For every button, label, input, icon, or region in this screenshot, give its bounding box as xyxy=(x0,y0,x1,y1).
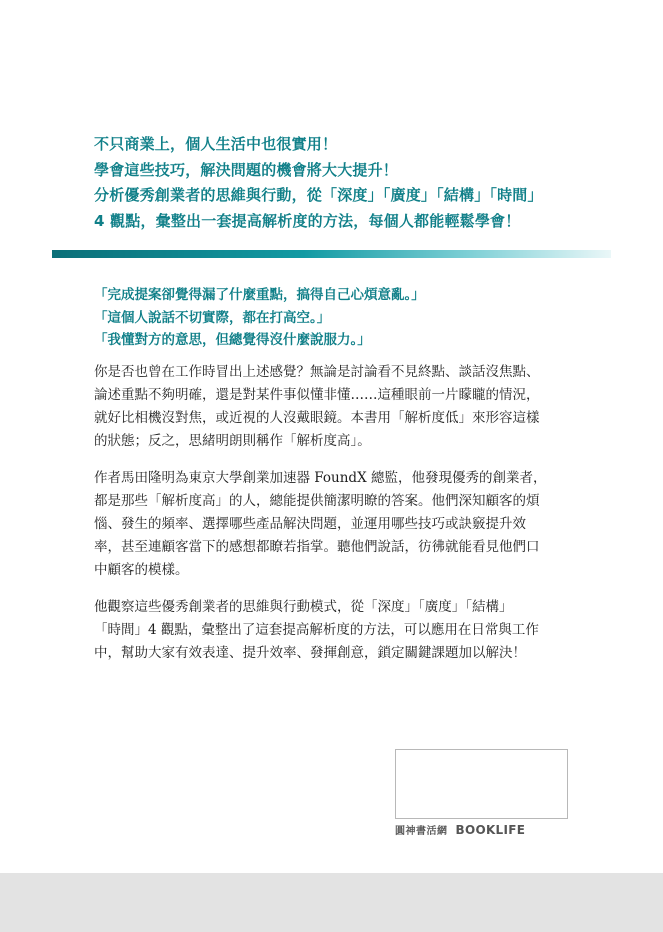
headline-line: 學會這些技巧，解決問題的機會將大大提升！ xyxy=(94,160,399,179)
body-line: 就好比相機沒對焦，或近視的人沒戴眼鏡。本書用「解析度低」來形容這樣 xyxy=(94,410,540,426)
body-line: 的狀態；反之，思緒明朗則稱作「解析度高」。 xyxy=(94,433,371,449)
quote-line: 「我懂對方的意思，但總覺得沒什麼說服力。」 xyxy=(94,332,371,348)
body-line: 你是否也曾在工作時冒出上述感覺？無論是討論看不見終點、談話沒焦點、 xyxy=(94,364,540,380)
body-line: 中顧客的模樣。 xyxy=(94,562,189,578)
body-paragraph xyxy=(94,596,580,665)
body-line: 都是那些「解析度高」的人，總能提供簡潔明瞭的答案。他們深知顧客的煩 xyxy=(94,493,540,509)
headline-line: 不只商業上，個人生活中也很實用！ xyxy=(94,135,338,153)
body-text xyxy=(94,361,580,679)
body-line: 他觀察這些優秀創業者的思維與行動模式，從「深度」「廣度」「結構」 xyxy=(94,599,513,615)
body-line: 論述重點不夠明確，還是對某件事似懂非懂……這種眼前一片矇矓的情況， xyxy=(94,387,540,403)
body-line: 中，幫助大家有效表達、提升效率、發揮創意，鎖定關鍵課題加以解決！ xyxy=(94,645,526,661)
quotes-block xyxy=(94,284,614,352)
body-paragraph xyxy=(94,361,580,453)
body-paragraph xyxy=(94,467,580,582)
headline-line: 4 觀點，彙整出一套提高解析度的方法，每個人都能輕鬆學會！ xyxy=(94,211,521,230)
publisher-name-cn: 圓神書活網 xyxy=(395,826,448,837)
publisher-name-en: BOOKLIFE xyxy=(455,822,526,837)
body-line: 作者馬田隆明為東京大學創業加速器 FoundX 總監，他發現優秀的創業者， xyxy=(94,470,547,486)
barcode-box xyxy=(395,749,568,819)
quote-line: 「完成提案卻覺得漏了什麼重點，搞得自己心煩意亂。」 xyxy=(94,287,425,303)
body-line: 率，甚至連顧客當下的感想都瞭若指掌。聽他們說話，彷彿就能看見他們口 xyxy=(94,539,540,555)
body-line: 「時間」4 觀點，彙整出了這套提高解析度的方法，可以應用在日常與工作 xyxy=(94,622,539,638)
headline-line: 分析優秀創業者的思維與行動，從「深度」「廣度」「結構」「時間」 xyxy=(94,186,543,204)
bottom-band xyxy=(0,873,663,932)
body-line: 惱、發生的頻率、選擇哪些產品解決問題，並運用哪些技巧或訣竅提升效 xyxy=(94,516,526,532)
quote-line: 「這個人說話不切實際，都在打高空。」 xyxy=(94,309,331,326)
publisher-logo xyxy=(395,822,525,837)
gradient-divider xyxy=(52,250,611,258)
headline-block xyxy=(94,132,614,234)
